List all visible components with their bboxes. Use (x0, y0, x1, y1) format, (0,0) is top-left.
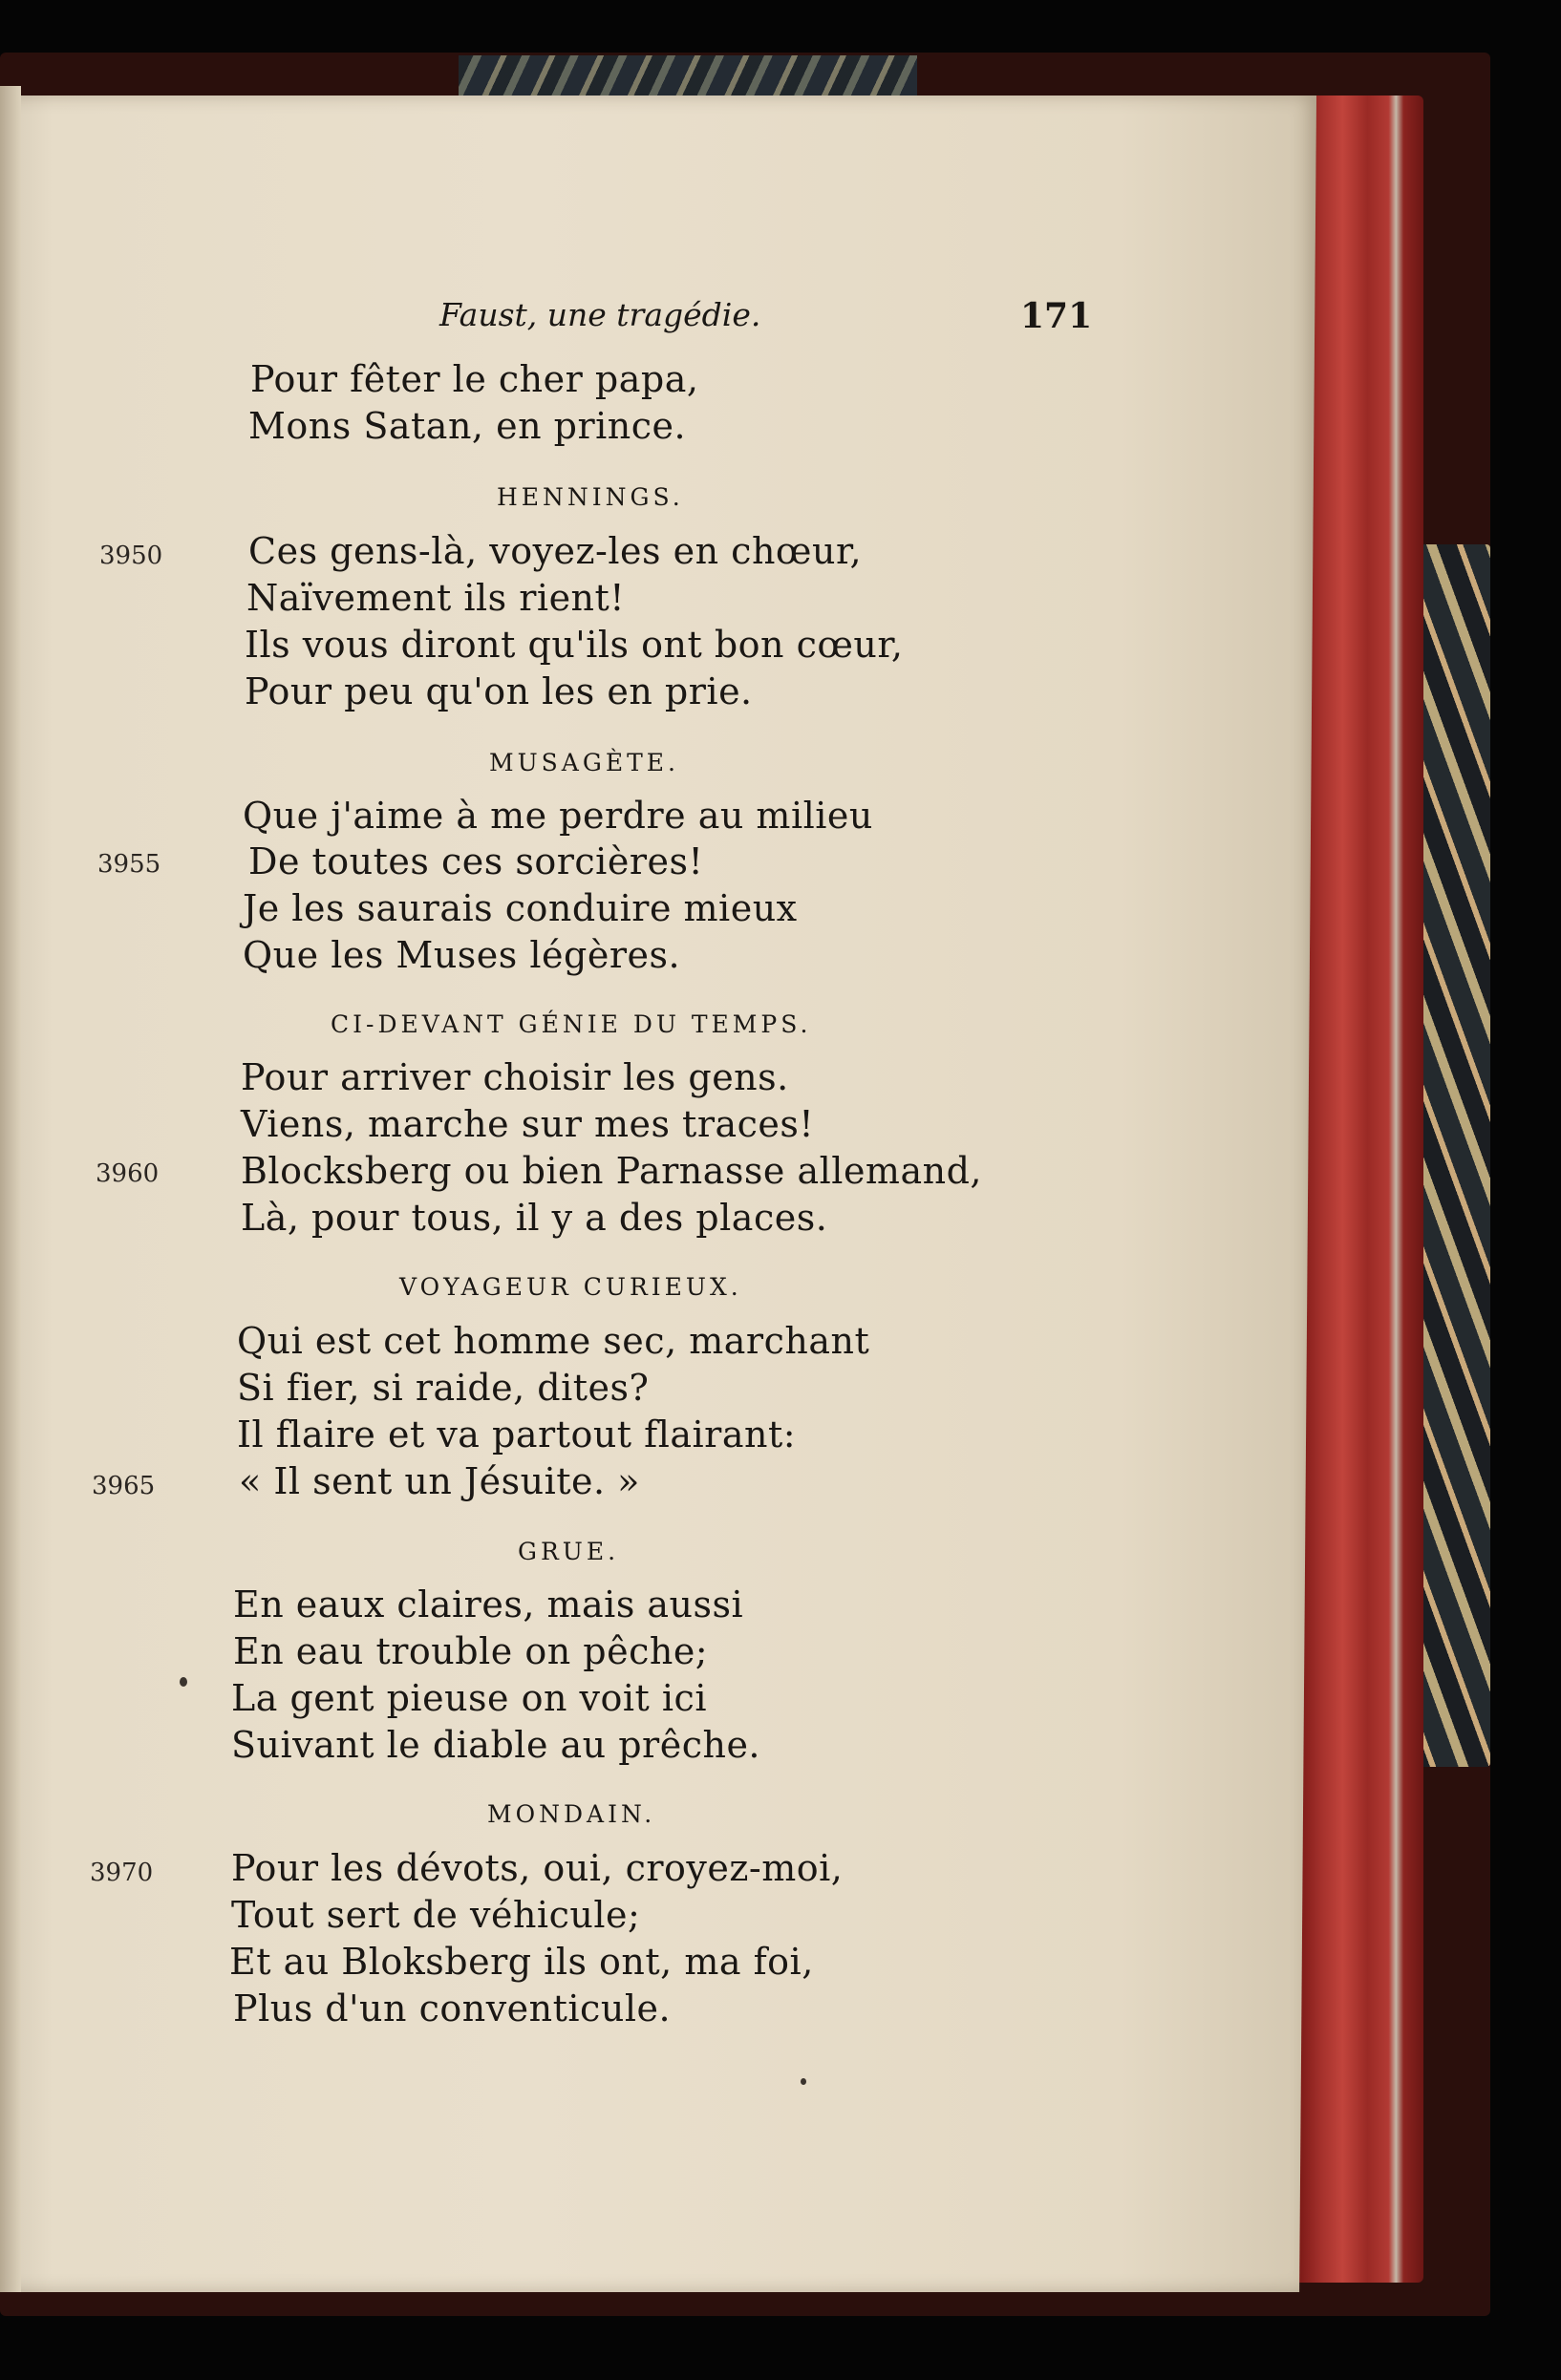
verse-line: « Il sent un Jésuite. » (239, 1460, 640, 1502)
verse-line: En eaux claires, mais aussi (233, 1583, 744, 1626)
verse-line: Que j'aime à me perdre au milieu (243, 795, 873, 837)
line-number: 3950 (99, 542, 163, 570)
verse-line: Je les saurais conduire mieux (243, 887, 798, 929)
page-number: 171 (1020, 296, 1093, 336)
verse-line: Si fier, si raide, dites? (237, 1367, 650, 1409)
verse-line: Ils vous diront qu'ils ont bon cœur, (245, 624, 904, 666)
speaker-name: CI-DEVANT GÉNIE DU TEMPS. (331, 1010, 812, 1038)
verse-line: Pour fêter le cher papa, (250, 358, 699, 400)
verse-line: Pour les dévots, oui, croyez-moi, (231, 1847, 844, 1889)
ink-speck (180, 1677, 187, 1687)
line-number: 3970 (90, 1859, 154, 1887)
running-header-title: Faust, une tragédie. (439, 296, 761, 333)
verse-line: Il flaire et va partout flairant: (237, 1413, 797, 1456)
verse-line: Là, pour tous, il y a des places. (241, 1197, 828, 1239)
verse-line: De toutes ces sorcières! (248, 840, 704, 882)
line-number: 3965 (92, 1472, 156, 1500)
verse-line: La gent pieuse on voit ici (231, 1677, 707, 1719)
verse-line: Et au Bloksberg ils ont, ma foi, (229, 1941, 814, 1983)
speaker-name: HENNINGS. (497, 483, 684, 511)
verse-line: Pour peu qu'on les en prie. (245, 670, 753, 712)
speaker-name: VOYAGEUR CURIEUX. (399, 1273, 742, 1301)
verse-line: Que les Muses légères. (243, 934, 681, 976)
verse-line: Mons Satan, en prince. (248, 405, 687, 447)
verse-line: Blocksberg ou bien Parnasse allemand, (241, 1150, 982, 1192)
line-number: 3960 (96, 1159, 160, 1188)
speaker-name: MUSAGÈTE. (489, 749, 679, 776)
verse-line: Qui est cet homme sec, marchant (237, 1320, 870, 1362)
speaker-name: GRUE. (518, 1538, 620, 1565)
verse-line: Pour arriver choisir les gens. (241, 1056, 789, 1098)
verse-line: Ces gens-là, voyez-les en chœur, (248, 530, 863, 572)
verse-line: En eau trouble on pêche; (233, 1630, 709, 1672)
verse-line: Suivant le diable au prêche. (231, 1724, 761, 1766)
verse-line: Naïvement ils rient! (246, 577, 626, 619)
line-number: 3955 (97, 850, 161, 879)
red-page-edges (1299, 96, 1423, 2283)
ink-speck (801, 2078, 806, 2085)
verse-line: Tout sert de véhicule; (231, 1894, 641, 1936)
page-gutter (0, 86, 21, 2292)
verse-line: Plus d'un conventicule. (233, 1987, 672, 2029)
speaker-name: MONDAIN. (487, 1800, 656, 1828)
verse-line: Viens, marche sur mes traces! (241, 1103, 815, 1145)
